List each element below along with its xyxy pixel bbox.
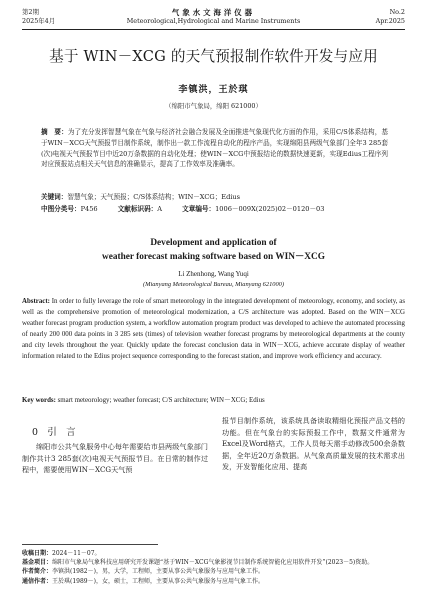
bio1-text: 李镇洪(1982－)，男，大学，工程师，主要从事公共气象服务与应用气象工作。 — [52, 568, 264, 576]
affiliation-en: (Mianyang Meteorological Bureau, Mianyang 621000) — [143, 281, 284, 288]
issue-number-en: No.2 — [389, 8, 405, 16]
keywords-en — [22, 396, 405, 407]
authors-en: Li Zhenhong, Wang Yuqi — [178, 270, 249, 278]
journal-name-en: Meteorological,Hydrological and Marine Instruments — [126, 17, 301, 25]
received-date: 2024－11－07。 — [52, 550, 101, 557]
article-no-value: 1006－009X(2025)02－0120－03 — [215, 205, 325, 213]
footnote-bio2 — [22, 577, 405, 586]
authors-cn: 李镇洪，王於琪 — [178, 85, 249, 95]
journal-name-cn: 气象水文海洋仪器 — [171, 8, 256, 17]
abstract-en-text: In order to fully leverage the role of smart meteorology in the integrated development of meteorology, economy, and society, as well as the comprehensive promotion of meteorological modernization, a C/S architecture was adopted. Based on the WIN－XCG weather forecast program production system, a workflow automation program product was developed to achieve the automated processing of nearly 200 000 data points in 3 285 sets (times) of television weather forecast programs by meteorological departments at the county and city levels throughout the year. Quickly update the forecast conclusion data in WIN－XCG, achieve accurate display of weather information related to the Edius project sequence corresponding to the forecast station, and improve work efficiency and accuracy. — [22, 298, 405, 360]
paper-title-en — [0, 236, 427, 264]
body-text-left: 绵阳市公共气象服务中心每年需要给市县两级气象部门制作共计3 285套(次)电视天气预报节目。在日常的制作过程中，需要使用WIN－XCG天气预 — [22, 442, 208, 475]
section-title: 引 言 — [47, 427, 76, 438]
keywords-cn-label: 关键词： — [41, 193, 68, 201]
affiliation-cn: （绵阳市气象局，绵阳 621000） — [165, 102, 262, 110]
bio1-label: 作者简介： — [22, 568, 53, 576]
abstract-cn-label: 摘 要： — [41, 128, 68, 136]
footnote-fund — [22, 558, 405, 567]
footnote-bio1 — [22, 567, 405, 576]
fund-text: 绵阳市气象局气象科技应用研究开发课题“基于WIN－XCG气象影视节目制作系统智能化应用软件开发”(2023－5)资助。 — [52, 559, 374, 567]
header-rule — [22, 29, 405, 30]
running-header-right — [376, 8, 405, 26]
abstract-cn — [41, 127, 388, 170]
abstract-en-label: Abstract: — [22, 298, 50, 305]
footnote-received — [22, 549, 405, 558]
keywords-en-text: smart meteorology; weather forecast; C/S architecture; WIN－XCG; Edius — [57, 397, 265, 404]
keywords-cn — [41, 192, 388, 203]
paper-title-cn: 基于 WIN－XCG 的天气预报制作软件开发与应用 — [49, 48, 378, 65]
doc-code-value: A — [157, 205, 163, 213]
bio2-label: 通信作者： — [22, 577, 53, 585]
section-number: 0 — [32, 427, 38, 438]
doc-code-label: 文献标识码： — [117, 205, 158, 213]
abstract-cn-text: 为了充分发挥智慧气象在气象与经济社会融合发展及全面推进气象现代化方面的作用，采用C/S体系结构，基于WIN－XCG天气预报节目制作系统，制作出一款工作流程自动化的程序产品，实现绵阳县两级气象部门全年3 285套(次)电视天气预报节目中近20万条数据的自动化处理；使WIN－XCG中预报结论的数据快速更新，实现Edius工程序列对应预报站点相关天气信息的准确显示，提高了工作效率及准确率。 — [41, 128, 388, 169]
fund-label: 基金项目： — [22, 559, 53, 567]
issue-date-en: Apr.2025 — [375, 17, 405, 25]
clc-value: P456 — [80, 205, 98, 213]
bio2-text: 王於琪(1989－)，女，硕士，工程师，主要从事公共气象服务与应用气象工作。 — [52, 577, 264, 585]
clc-label: 中图分类号： — [41, 205, 81, 213]
footnote-rule — [22, 544, 158, 545]
issue-date: 2025年4月 — [22, 17, 56, 25]
body-text-right: 报节目制作系统，该系统具备读取精细化预报产品文档的功能。但在气象台的实际预报工作中，数据文件通常为Excel及Word格式，工作人员每天需手动修改500余条数据，全年近20万条数据。从气象高质量发展的技术需求出发，开发智能化应用、提高 — [222, 416, 405, 472]
running-header-center — [0, 8, 427, 26]
paper-title-en-line2: weather forecast making software based on WIN－XCG — [102, 252, 325, 262]
keywords-en-label: Key words: — [22, 397, 56, 404]
issue-number: 第2期 — [22, 8, 39, 16]
classification-line — [41, 204, 388, 215]
keywords-cn-text: 智慧气象；天气预报；C/S体系结构；WIN－XCG；Edius — [67, 193, 241, 201]
section-heading — [32, 424, 76, 438]
received-label: 收稿日期： — [22, 550, 53, 557]
paper-title-en-line1: Development and application of — [150, 238, 277, 248]
article-no-label: 文章编号： — [182, 205, 216, 213]
footnotes — [22, 549, 405, 586]
abstract-en — [22, 297, 405, 362]
